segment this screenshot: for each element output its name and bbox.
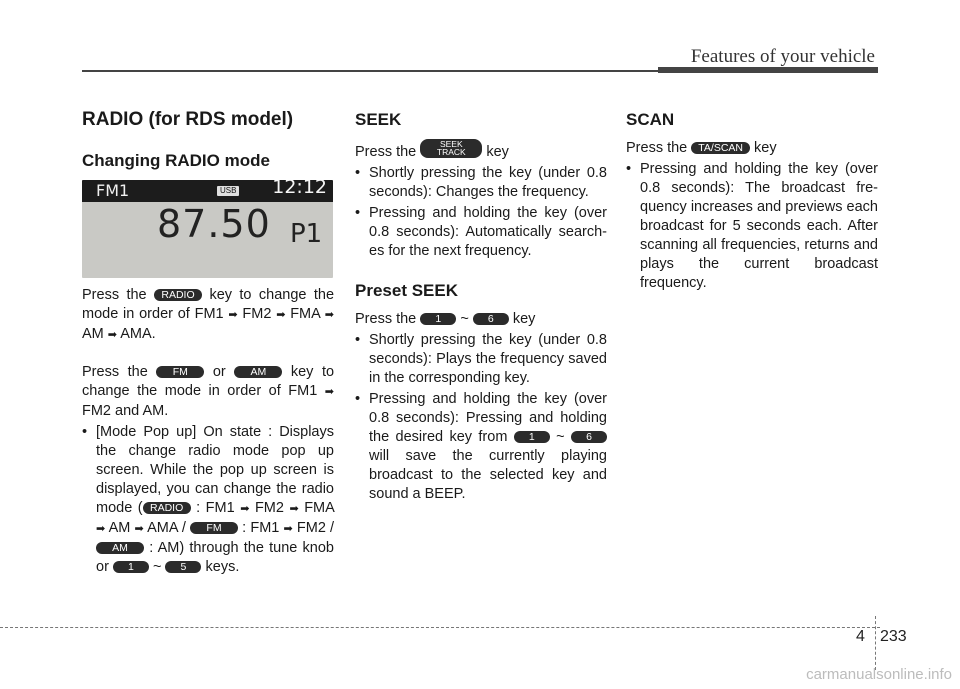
arrow-icon: ➡	[324, 309, 334, 321]
header-title: Features of your vehicle	[690, 46, 875, 67]
footer-rule	[0, 627, 880, 628]
seek-line: Press the SEEK TRACK key	[355, 139, 509, 160]
radio-key-badge: RADIO	[154, 289, 202, 301]
display-preset: P1	[290, 219, 323, 249]
display-frequency: 87.50	[157, 202, 271, 246]
seek-track-key-badge: SEEK TRACK	[420, 139, 482, 158]
display-band: FM1	[96, 181, 130, 200]
seek-title: SEEK	[355, 110, 402, 129]
page-number: 233	[880, 628, 907, 645]
mode-popup-list	[82, 423, 334, 577]
arrow-icon: ➡	[289, 503, 299, 515]
list-item: • Shortly pressing the key (under 0.8 seconds): Changes the frequency.	[355, 164, 607, 202]
arrow-icon: ➡	[283, 523, 293, 535]
column-radio	[82, 110, 334, 577]
footer-divider	[875, 616, 876, 670]
paragraph-radio-key: Press the RADIO key to change the mode in order of FM1 ➡ FM2 ➡ FMA ➡ AM ➡ AMA.	[82, 287, 335, 342]
preset-line: Press the 1 ~ 6 key	[355, 311, 536, 327]
scan-title: SCAN	[626, 110, 675, 129]
seek-list	[355, 164, 607, 261]
preset-1-key-badge: 1	[113, 561, 149, 573]
display-clock: 12:12	[272, 180, 327, 198]
preset-1-key-badge: 1	[420, 313, 456, 325]
section-title: RADIO (for RDS model)	[82, 109, 294, 130]
radio-key-badge: RADIO	[143, 502, 191, 514]
chapter-number: 4	[856, 628, 865, 645]
subsection-title: Changing RADIO mode	[82, 151, 270, 170]
am-key-badge: AM	[234, 366, 282, 378]
fm-key-badge: FM	[190, 522, 238, 534]
scan-line: Press the TA/SCAN key	[626, 140, 777, 156]
arrow-icon: ➡	[96, 523, 106, 535]
list-item: • Pressing and holding the key (over 0.8 seconds): Pressing and holding the desired key from 1 ~ 6 will save the currently playing broadcast to the selected key and sound a BEEP.	[355, 390, 607, 504]
scan-list	[626, 160, 878, 293]
paragraph-fm-am-key: Press the FM or AM key to change the mode in order of FM1 ➡ FM2 and AM.	[82, 364, 335, 419]
column-seek	[355, 110, 607, 504]
list-item: • [Mode Pop up] On state : Displays the change radio mode pop up screen. While the pop up screen is displayed, you can change the radio mode ( RADIO : FM1 ➡ FM2 ➡ FMA ➡ AM ➡ AMA / FM : FM1 ➡ FM2 / AM : AM) through the tune knob or 1 ~ 5 keys.	[82, 423, 334, 577]
arrow-icon: ➡	[240, 503, 250, 515]
list-item: • Shortly pressing the key (under 0.8 seconds): Plays the frequency saved in the corresponding key.	[355, 331, 607, 388]
arrow-icon: ➡	[134, 523, 144, 535]
fm-key-badge: FM	[156, 366, 204, 378]
preset-6-key-badge: 6	[473, 313, 509, 325]
watermark: carmanualsonline.info	[806, 666, 952, 683]
preset-list	[355, 331, 607, 504]
arrow-icon: ➡	[276, 309, 286, 321]
column-scan	[626, 110, 878, 293]
preset-seek-title: Preset SEEK	[355, 281, 458, 300]
preset-6-key-badge: 6	[571, 431, 607, 443]
radio-display-image	[82, 180, 333, 278]
preset-5-key-badge: 5	[165, 561, 201, 573]
arrow-icon: ➡	[107, 329, 117, 341]
list-item: • Pressing and holding the key (over 0.8 seconds): Automatically search-es for the next frequency.	[355, 204, 607, 261]
header-bar	[658, 67, 878, 73]
preset-1-key-badge: 1	[514, 431, 550, 443]
ta-scan-key-badge: TA/SCAN	[691, 142, 750, 154]
arrow-icon: ➡	[228, 309, 238, 321]
display-usb-badge: USB	[217, 186, 239, 196]
list-item: • Pressing and holding the key (over 0.8 seconds): The broadcast fre-quency increases and previews each broadcast for 5 seconds each. After scanning all frequencies, returns and plays the current broadcast frequency.	[626, 160, 878, 293]
arrow-icon: ➡	[324, 386, 334, 398]
am-key-badge: AM	[96, 542, 144, 554]
